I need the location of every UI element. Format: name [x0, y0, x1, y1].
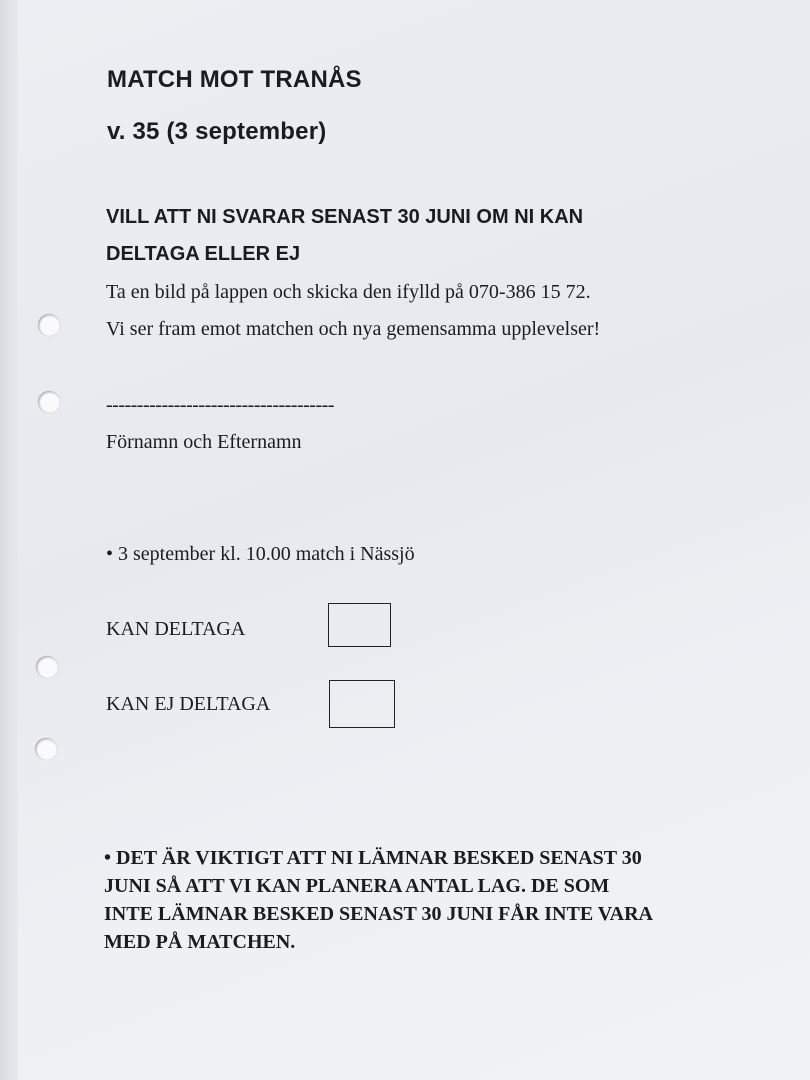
notice-line-1: • DET ÄR VIKTIGT ATT NI LÄMNAR BESKED SENAST 30: [104, 847, 642, 869]
punch-hole: [36, 656, 58, 678]
option-yes-checkbox[interactable]: [328, 603, 391, 647]
option-yes-label: KAN DELTAGA: [106, 618, 246, 640]
week-heading: v. 35 (3 september): [107, 118, 327, 145]
name-label: Förnamn och Efternamn: [106, 431, 302, 453]
name-signature-line[interactable]: -------------------------------------: [106, 394, 334, 416]
punch-hole: [38, 314, 60, 336]
greeting-text: Vi ser fram emot matchen och nya gemensamma upplevelser!: [106, 318, 601, 340]
request-line-2: DELTAGA ELLER EJ: [106, 243, 301, 265]
option-no-checkbox[interactable]: [329, 680, 395, 728]
instruction-text: Ta en bild på lappen och skicka den ifylld på 070-386 15 72.: [106, 281, 591, 303]
punch-hole: [38, 391, 60, 413]
punch-hole: [35, 738, 57, 760]
event-bullet: • 3 september kl. 10.00 match i Nässjö: [106, 543, 415, 565]
notice-line-2: JUNI SÅ ATT VI KAN PLANERA ANTAL LAG. DE SOM: [104, 875, 610, 897]
document-title: MATCH MOT TRANÅS: [107, 66, 362, 93]
option-no-label: KAN EJ DELTAGA: [106, 693, 271, 715]
request-line-1: VILL ATT NI SVARAR SENAST 30 JUNI OM NI KAN: [106, 206, 584, 228]
notice-line-4: MED PÅ MATCHEN.: [104, 931, 296, 953]
paper-edge: [0, 0, 18, 1080]
notice-line-3: INTE LÄMNAR BESKED SENAST 30 JUNI FÅR INTE VARA: [104, 903, 654, 925]
